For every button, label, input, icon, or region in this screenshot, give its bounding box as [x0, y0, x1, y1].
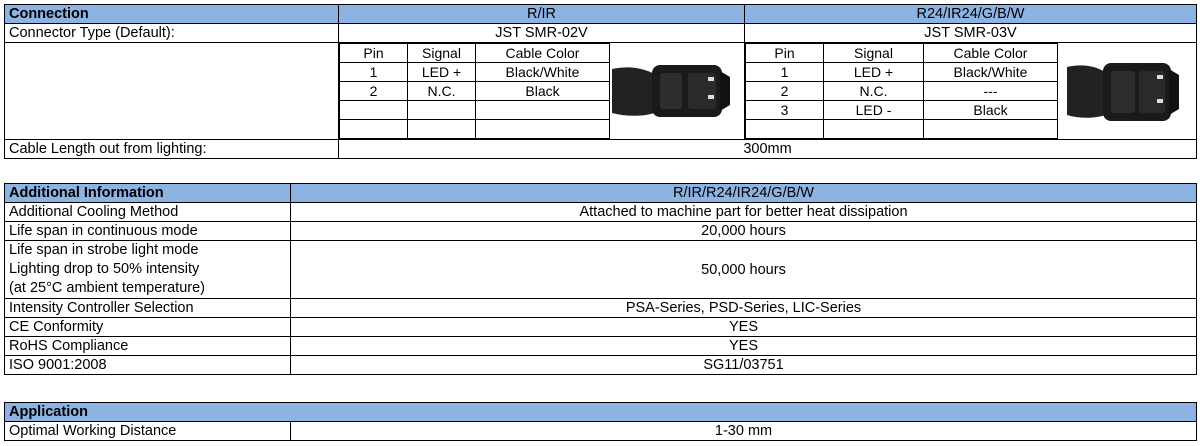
- pin-signal: [824, 120, 924, 139]
- pin-signal: [408, 120, 476, 139]
- pin-number: 3: [746, 101, 824, 120]
- pinout-right-row: [746, 120, 1058, 139]
- spec-label: Intensity Controller Selection: [5, 299, 291, 318]
- pinout-right-row: [746, 82, 1058, 101]
- spec-value: 20,000 hours: [291, 222, 1197, 241]
- connection-header-col1: R/IR: [339, 5, 745, 24]
- connector-type-row: [5, 24, 1197, 43]
- pinout-row: [5, 43, 1197, 140]
- pin-signal: N.C.: [824, 82, 924, 101]
- pin-cable-color: [924, 120, 1058, 139]
- application-header-label: Application: [5, 403, 1197, 422]
- connection-header-row: [5, 5, 1197, 24]
- pinout-left-row: [340, 120, 610, 139]
- pin-cable-color: Black: [476, 82, 610, 101]
- cable-length-label: Cable Length out from lighting:: [5, 140, 339, 159]
- signal-header: Signal: [824, 44, 924, 63]
- signal-header: Signal: [408, 44, 476, 63]
- spec-row: [5, 337, 1197, 356]
- cable-color-header: Cable Color: [476, 44, 610, 63]
- spec-label: Optimal Working Distance: [5, 422, 291, 441]
- pin-number: 1: [746, 63, 824, 82]
- pinout-right-cell: [745, 43, 1197, 140]
- pin-cable-color: Black/White: [476, 63, 610, 82]
- pinout-left-cell: [339, 43, 745, 140]
- pin-cable-color: [476, 101, 610, 120]
- additional-info-table: [4, 183, 1197, 375]
- cable-length-row: [5, 140, 1197, 159]
- pin-number: [340, 101, 408, 120]
- pin-cable-color: ---: [924, 82, 1058, 101]
- spec-row: [5, 299, 1197, 318]
- additional-header-label: Additional Information: [5, 184, 291, 203]
- connection-header-col2: R24/IR24/G/B/W: [745, 5, 1197, 24]
- connector-type-label: Connector Type (Default):: [5, 24, 339, 43]
- spec-value: YES: [291, 337, 1197, 356]
- spec-value: PSA-Series, PSD-Series, LIC-Series: [291, 299, 1197, 318]
- spec-row: [5, 356, 1197, 375]
- spec-row: [5, 422, 1197, 441]
- pin-cable-color: Black: [924, 101, 1058, 120]
- spec-label: Life span in strobe light mode Lighting drop to 50% intensity (at 25°C ambient temperature): [5, 241, 291, 299]
- connection-table: [4, 4, 1197, 159]
- application-table: [4, 402, 1197, 441]
- cable-color-header: Cable Color: [924, 44, 1058, 63]
- pinout-left-table: [339, 43, 610, 139]
- spec-row: [5, 241, 1197, 299]
- pinout-right-row: [746, 101, 1058, 120]
- spec-value: 50,000 hours: [291, 241, 1197, 299]
- spec-row: [5, 222, 1197, 241]
- pin-header: Pin: [746, 44, 824, 63]
- pin-number: [746, 120, 824, 139]
- pinout-left-header: [340, 44, 610, 63]
- spec-value: YES: [291, 318, 1197, 337]
- pinout-left-row: [340, 101, 610, 120]
- connector-type-col2: JST SMR-03V: [745, 24, 1197, 43]
- pinout-left-row: [340, 82, 610, 101]
- spec-row: [5, 318, 1197, 337]
- application-header-row: [5, 403, 1197, 422]
- pinout-right-table: [745, 43, 1058, 139]
- pin-header: Pin: [340, 44, 408, 63]
- pin-cable-color: Black/White: [924, 63, 1058, 82]
- pin-number: [340, 120, 408, 139]
- spec-label: Life span in continuous mode: [5, 222, 291, 241]
- spec-row: [5, 203, 1197, 222]
- jst-connector-2pin-icon: [609, 43, 744, 139]
- spec-value: 1-30 mm: [291, 422, 1197, 441]
- pinout-right-row: [746, 63, 1058, 82]
- pin-signal: N.C.: [408, 82, 476, 101]
- cable-length-value: 300mm: [339, 140, 1197, 159]
- spec-label: Additional Cooling Method: [5, 203, 291, 222]
- spec-value: SG11/03751: [291, 356, 1197, 375]
- connection-header-label: Connection: [5, 5, 339, 24]
- pin-number: 2: [746, 82, 824, 101]
- connector-type-col1: JST SMR-02V: [339, 24, 745, 43]
- pin-number: 2: [340, 82, 408, 101]
- pin-cable-color: [476, 120, 610, 139]
- jst-connector-3pin-icon: [1057, 43, 1196, 139]
- spec-label: CE Conformity: [5, 318, 291, 337]
- pinout-right-header: [746, 44, 1058, 63]
- spec-value: Attached to machine part for better heat dissipation: [291, 203, 1197, 222]
- pinout-blank-cell: [5, 43, 339, 140]
- pin-signal: LED -: [824, 101, 924, 120]
- spec-label: RoHS Compliance: [5, 337, 291, 356]
- spec-label: ISO 9001:2008: [5, 356, 291, 375]
- pin-signal: [408, 101, 476, 120]
- additional-header-row: [5, 184, 1197, 203]
- additional-header-value: R/IR/R24/IR24/G/B/W: [291, 184, 1197, 203]
- pin-signal: LED +: [824, 63, 924, 82]
- pin-signal: LED +: [408, 63, 476, 82]
- pinout-left-row: [340, 63, 610, 82]
- pin-number: 1: [340, 63, 408, 82]
